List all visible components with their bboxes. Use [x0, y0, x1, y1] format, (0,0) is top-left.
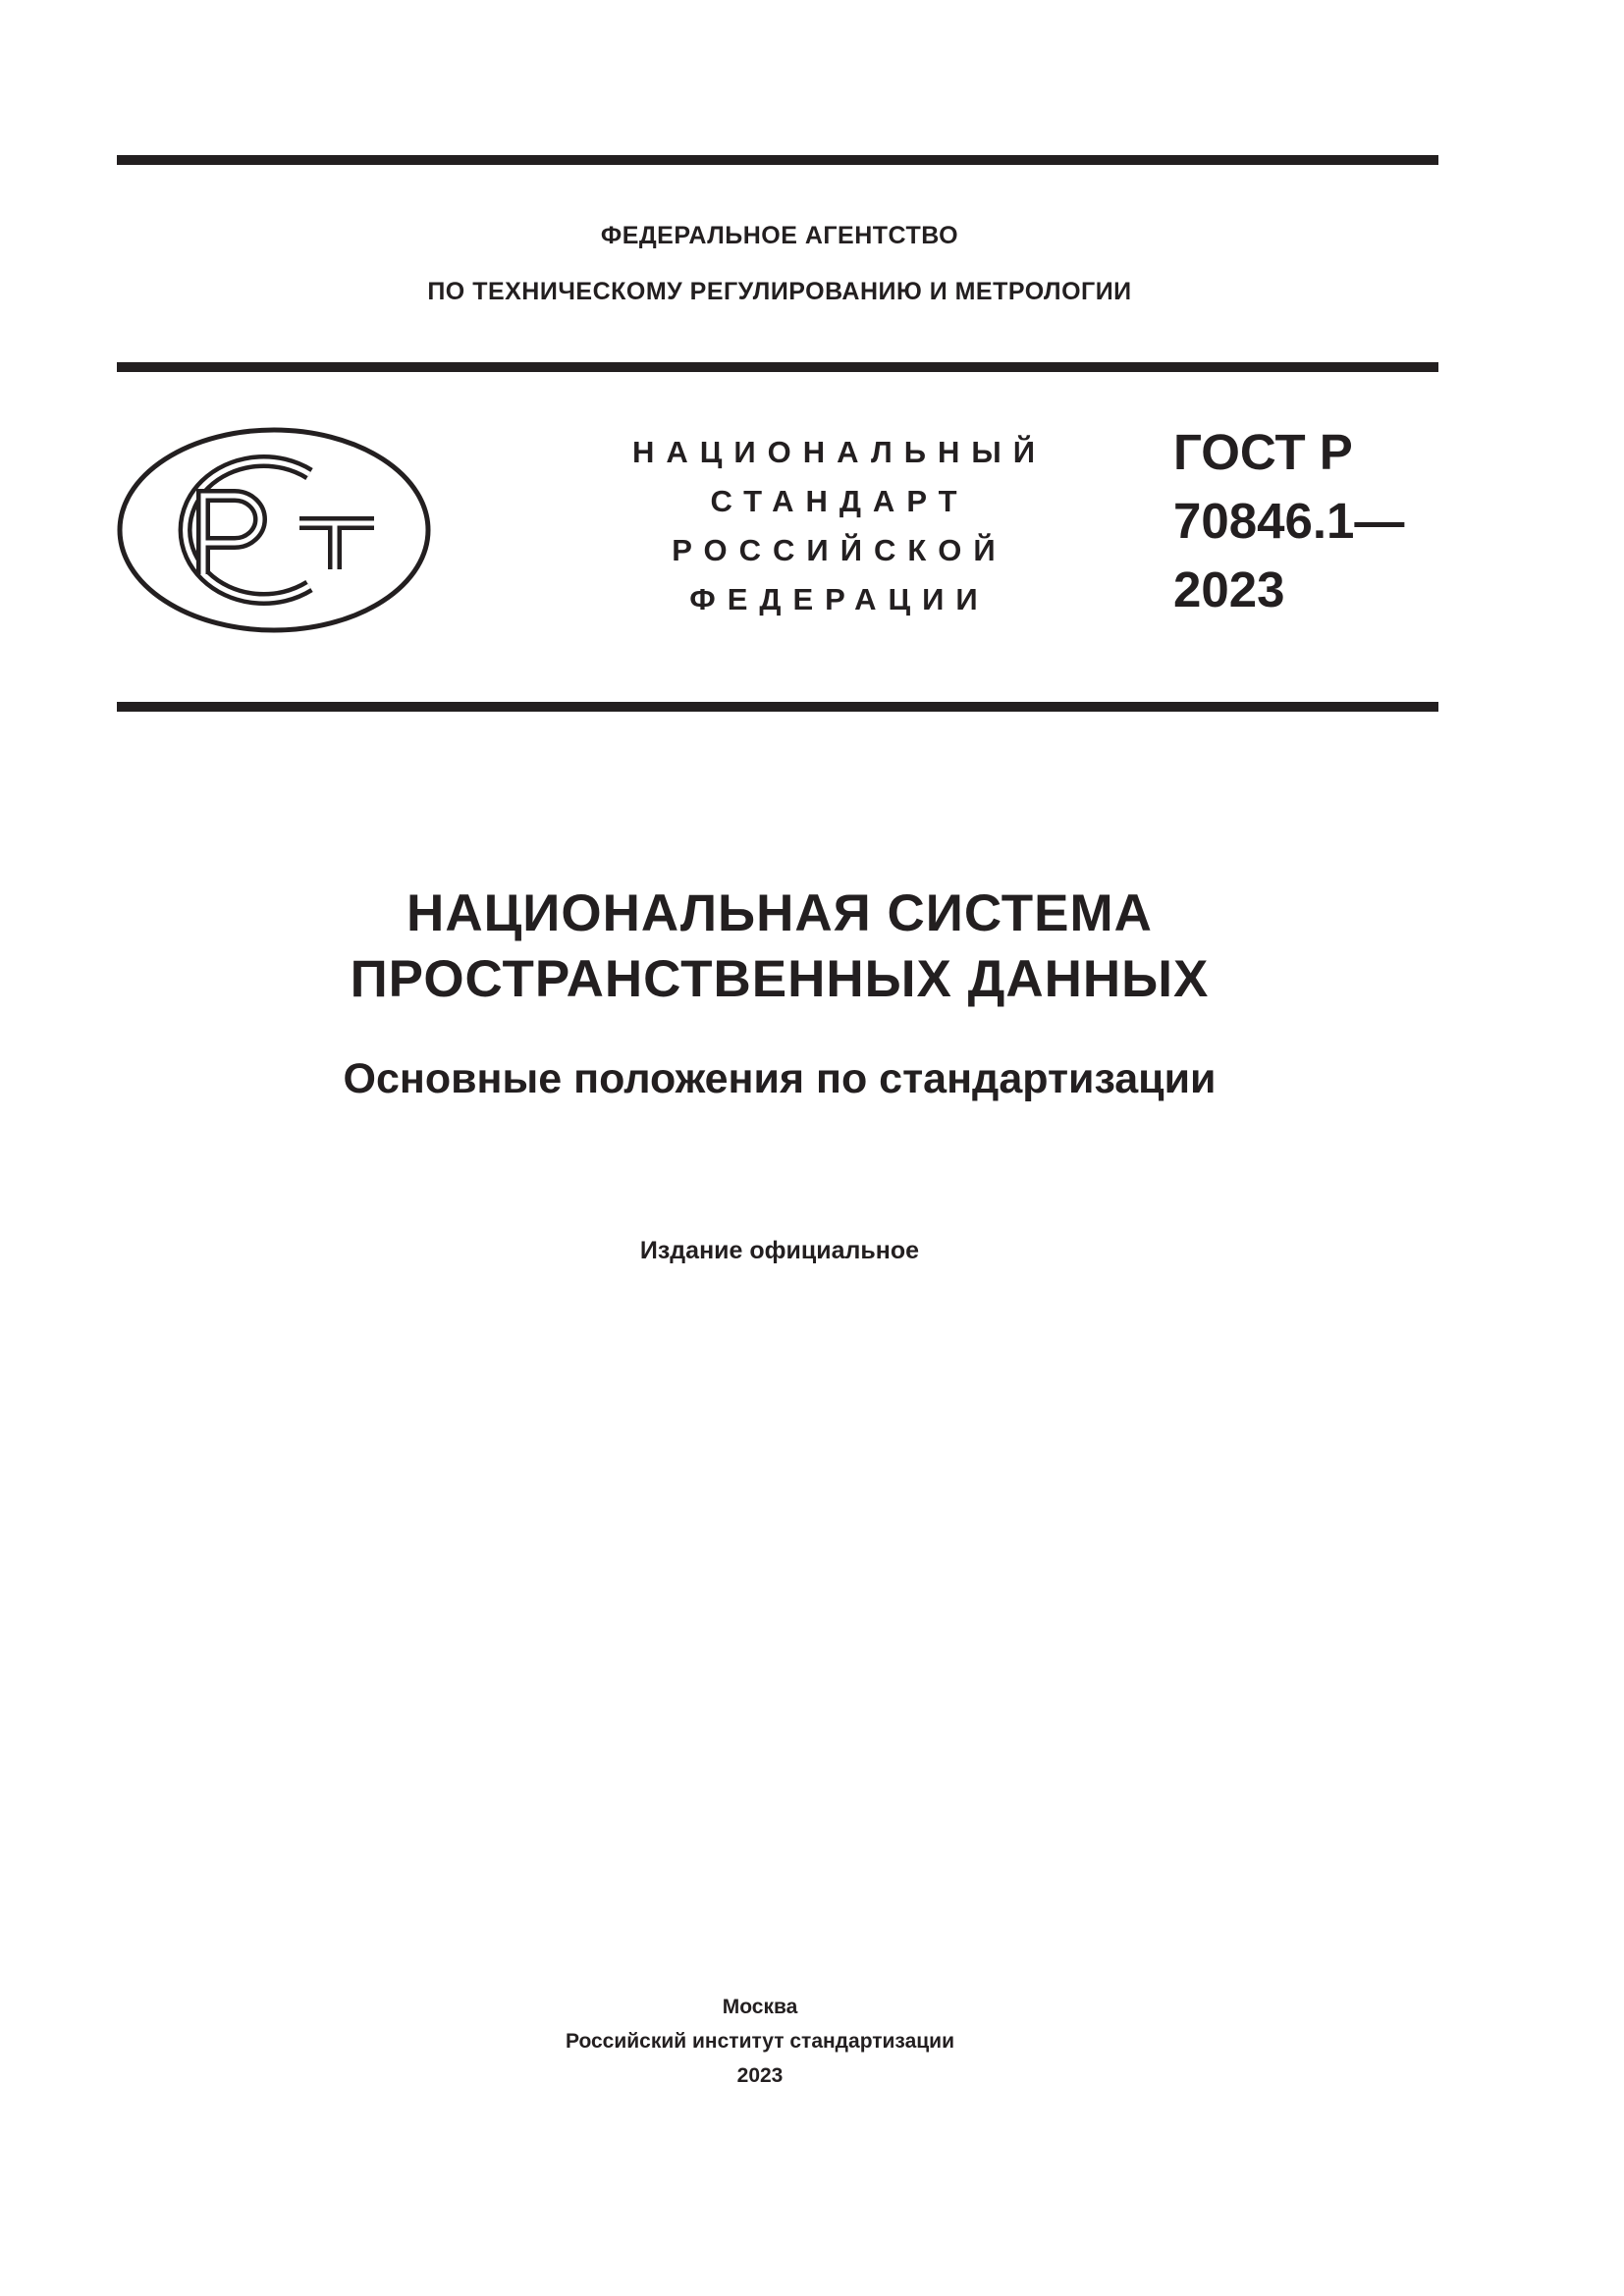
top-rule — [117, 155, 1438, 165]
national-standard-label — [589, 428, 1090, 624]
agency-name-line-2: ПО ТЕХНИЧЕСКОМУ РЕГУЛИРОВАНИЮ И МЕТРОЛОГИИ — [427, 278, 1132, 305]
imprint-city: Москва — [722, 1996, 798, 2018]
standard-type-line-1: НАЦИОНАЛЬНЫЙ — [631, 435, 1048, 469]
designation-line-2: 70846.1— — [1173, 493, 1405, 549]
imprint-publisher: Российский институт стандартизации — [565, 2030, 955, 2053]
edition-note: Издание официальное — [639, 1237, 920, 1264]
bottom-rule — [117, 702, 1438, 712]
agency-name-line-1: ФЕДЕРАЛЬНОЕ АГЕНТСТВО — [600, 222, 959, 249]
standard-type-line-2: СТАНДАРТ — [710, 484, 969, 518]
standard-designation — [1173, 418, 1448, 624]
document-subtitle: Основные положения по стандартизации — [343, 1055, 1217, 1102]
imprint-year: 2023 — [736, 2064, 784, 2087]
standard-type-line-3: РОССИЙСКОЙ — [672, 533, 1007, 567]
document-title-line-2: ПРОСТРАНСТВЕННЫХ ДАННЫХ — [350, 950, 1210, 1008]
document-title-line-1: НАЦИОНАЛЬНАЯ СИСТЕМА — [406, 884, 1153, 942]
designation-line-3: 2023 — [1173, 561, 1285, 617]
middle-rule — [117, 362, 1438, 372]
designation-line-1: ГОСТ Р — [1173, 424, 1353, 480]
standard-type-line-4: ФЕДЕРАЦИИ — [689, 582, 990, 616]
rst-logo-icon — [117, 427, 431, 633]
